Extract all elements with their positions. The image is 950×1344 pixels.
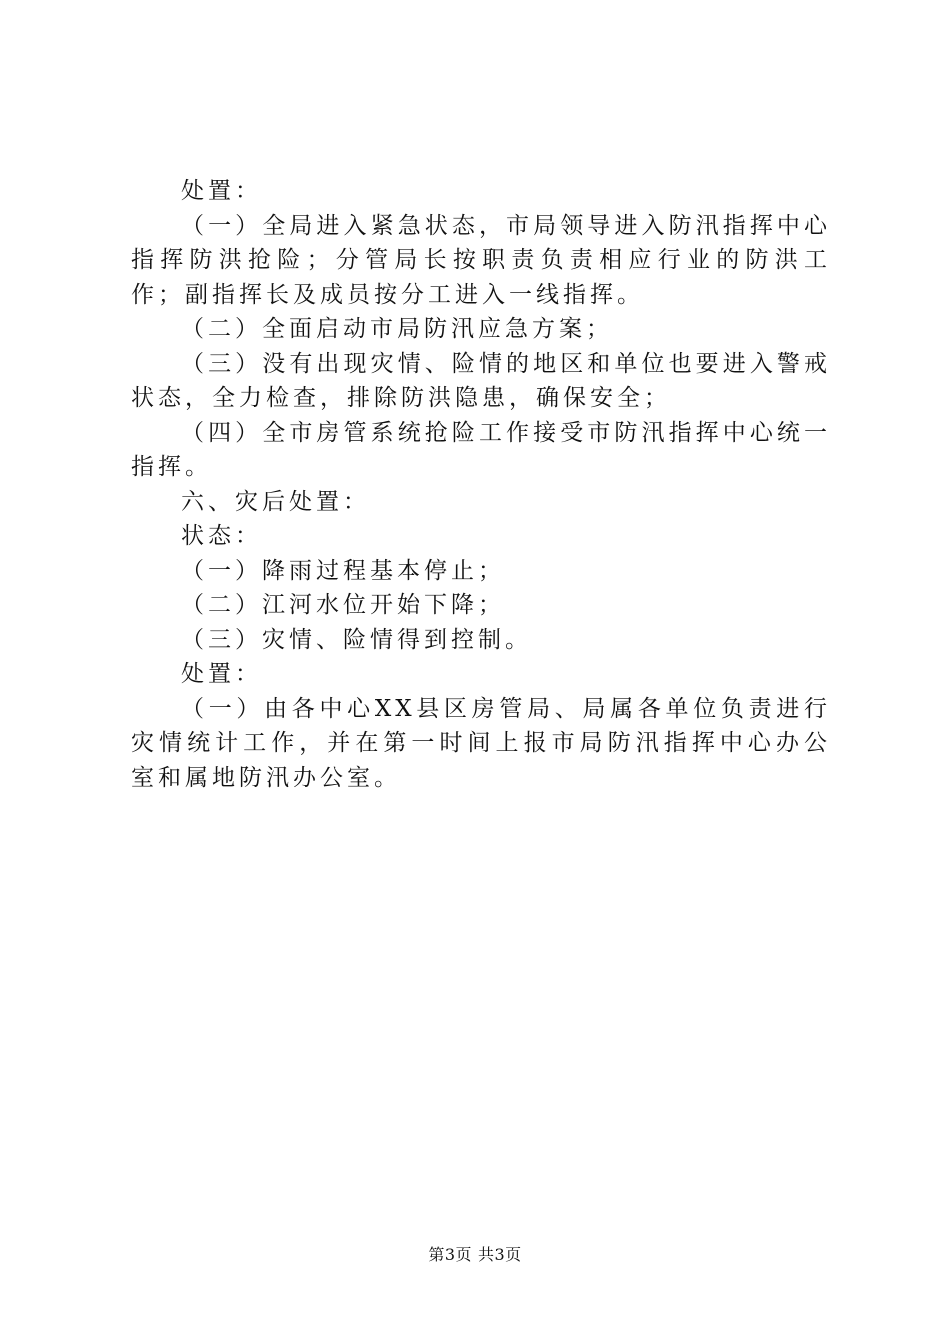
paragraph-disposal-item-4: （四）全市房管系统抢险工作接受市防汛指挥中心统一指挥。 <box>131 419 831 480</box>
paragraph-post-disposal-item-1: （一）由各中心XX县区房管局、局属各单位负责进行灾情统计工作，并在第一时间上报市局防汛指挥中心办公室和属地防汛办公室。 <box>131 695 831 791</box>
paragraph-disposal-item-1: （一）全局进入紧急状态，市局领导进入防汛指挥中心指挥防洪抢险；分管局长按职责负责相应行业的防洪工作；副指挥长及成员按分工进入一线指挥。 <box>131 212 831 308</box>
page-footer <box>0 1245 950 1265</box>
paragraph-status-item-3: （三）灾情、险情得到控制。 <box>181 626 532 653</box>
document-body <box>131 174 831 795</box>
page-total: 共3页 <box>478 1245 522 1264</box>
paragraph-status-item-2: （二）江河水位开始下降； <box>181 592 505 618</box>
paragraph-disposal-heading: 处置： <box>181 178 262 204</box>
paragraph-disposal-item-2: （二）全面启动市局防汛应急方案； <box>181 316 613 342</box>
paragraph-disposal-item-3: （三）没有出现灾情、险情的地区和单位也要进入警戒状态，全力检查，排除防洪隐患，确保安全； <box>131 350 831 411</box>
paragraph-post-disposal-heading: 处置： <box>181 661 262 687</box>
section-heading-post-disaster: 六、灾后处置： <box>181 488 370 515</box>
paragraph-status-item-1: （一）降雨过程基本停止； <box>181 557 505 584</box>
page-number: 第3页 <box>428 1245 472 1264</box>
paragraph-status-heading: 状态： <box>181 523 262 549</box>
